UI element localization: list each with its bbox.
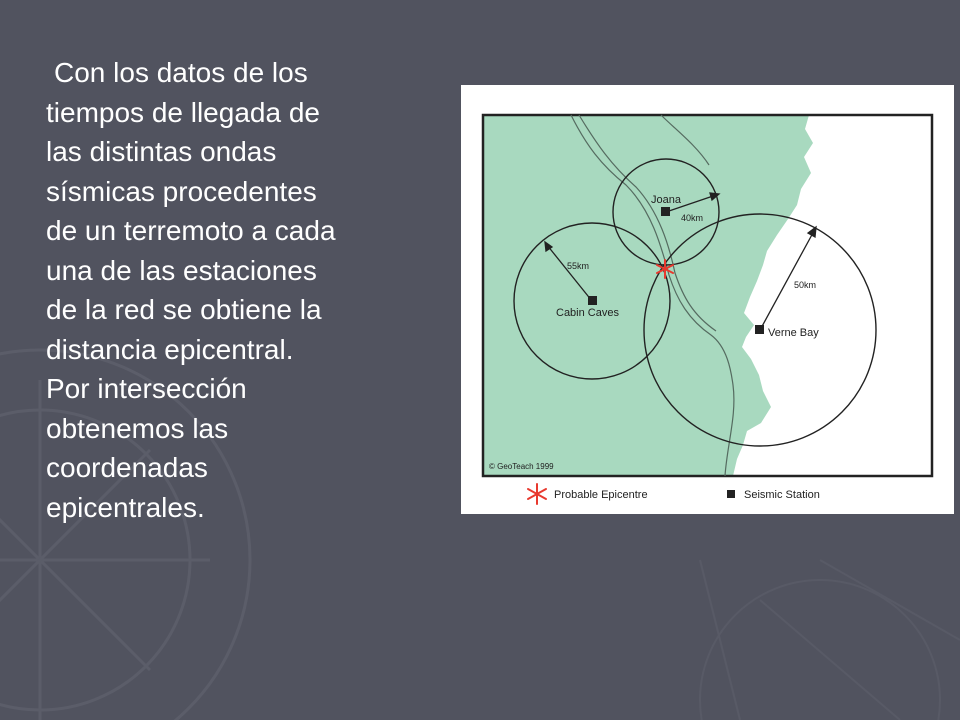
station-name-joana: Joana [651,194,681,206]
station-name-cabin-caves: Cabin Caves [556,307,619,319]
station-icon [661,207,670,216]
radius-label-joana: 40km [681,213,704,223]
body-line: coordenadas [46,452,208,483]
station-name-verne-bay: Verne Bay [768,327,819,339]
legend-epicentre-label: Probable Epicentre [554,489,648,501]
body-line: una de las estaciones [46,254,317,286]
body-line: epicentrales. [46,491,205,523]
epicentre-map-svg [461,85,954,514]
station-icon [755,325,764,334]
body-line: Con los datos de los [54,57,308,88]
map-copyright: © GeoTeach 1999 [489,462,554,471]
body-line: obtenemos las [46,412,229,444]
body-line: las distintas ondas [46,136,277,167]
body-line: distancia epicentral. [46,333,294,365]
body-line: de un terremoto a cada [46,215,336,246]
body-line: Por intersección [46,373,247,404]
legend-station-label: Seismic Station [744,489,820,501]
station-icon [588,296,597,305]
legend-station-icon [727,490,735,498]
epicentre-map-figure [461,85,954,514]
legend-epicentre-star-icon [528,484,546,504]
slide-body-text [46,53,446,527]
radius-label-cabin-caves: 55km [567,261,590,271]
body-line: tiempos de llegada de [46,96,320,128]
body-line: de la red se obtiene la [46,294,322,325]
body-line: sísmicas procedentes [46,175,317,207]
radius-label-verne-bay: 50km [794,280,817,290]
